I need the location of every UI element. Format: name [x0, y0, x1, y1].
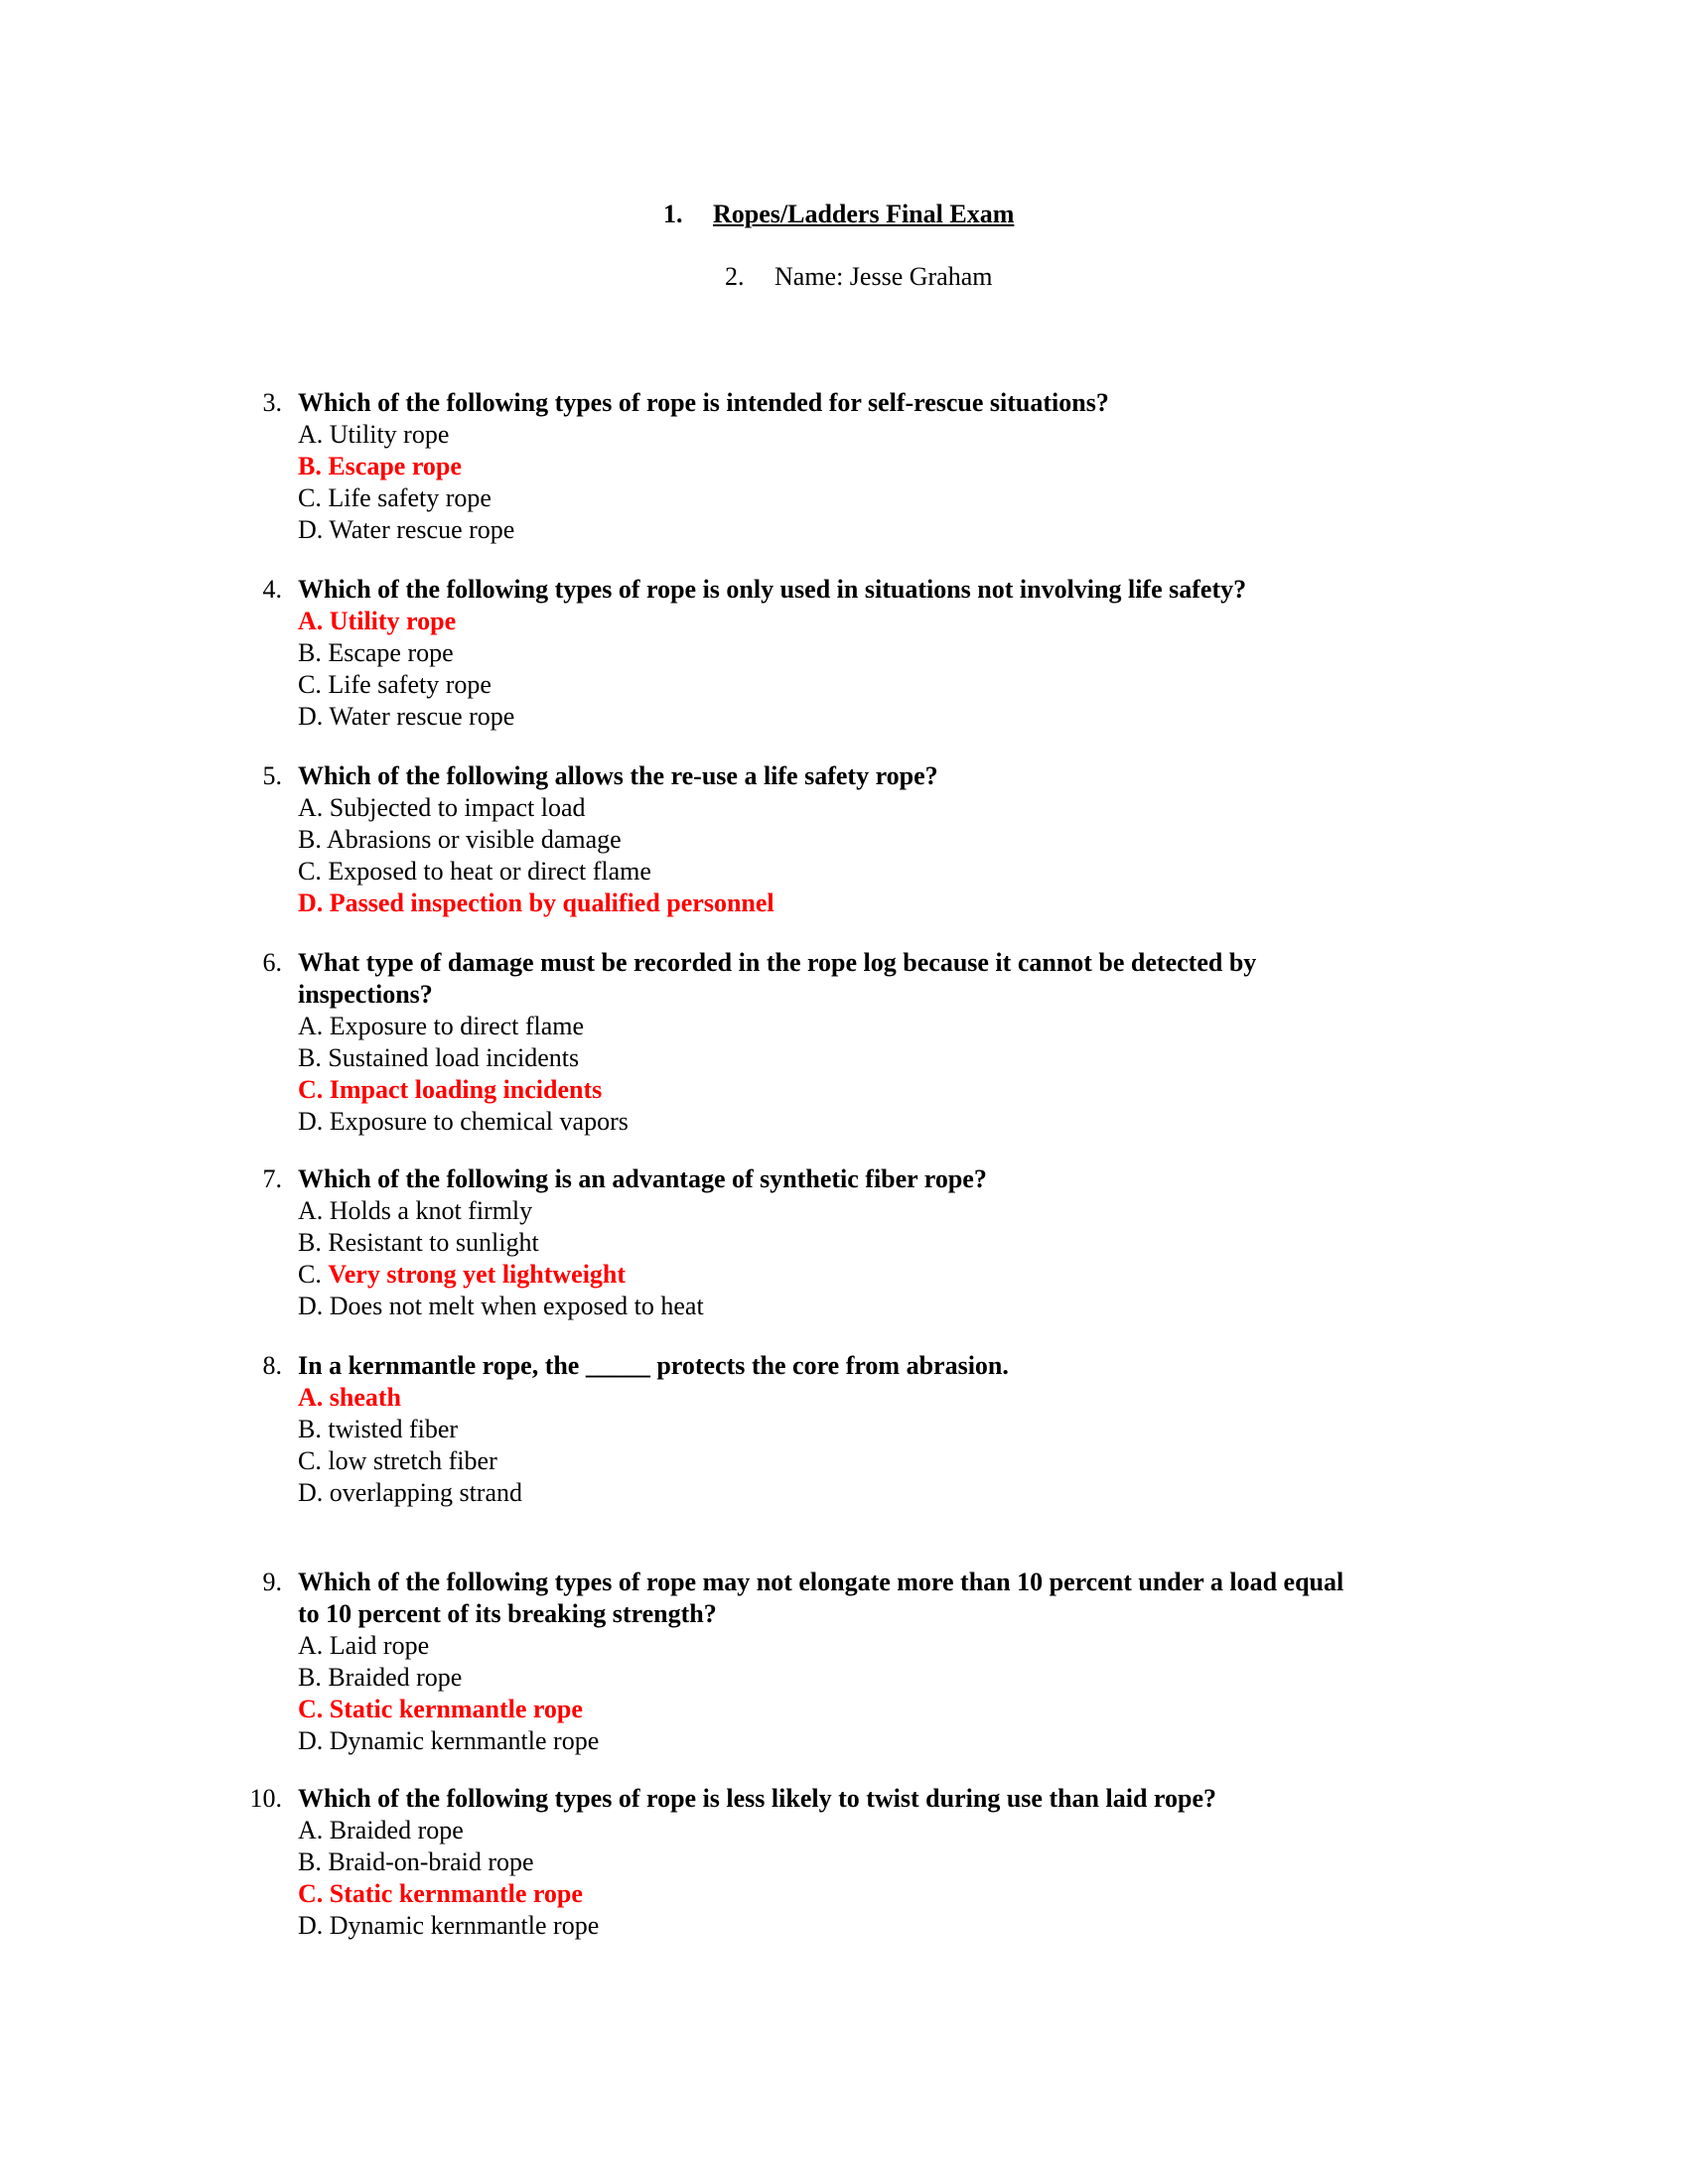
option-letter: B. [298, 1043, 329, 1072]
option-letter: C. [298, 483, 329, 512]
student-name-line [725, 261, 992, 293]
option-text: Escape rope [328, 452, 462, 480]
option-letter: B. [298, 1847, 329, 1876]
option-text: Water rescue rope [329, 515, 515, 544]
option-letter: D. [298, 1292, 330, 1320]
option-letter: D. [298, 1107, 330, 1136]
exam-title-line [663, 199, 1014, 230]
option-text: Dynamic kernmantle rope [329, 1726, 600, 1755]
option-letter: A. [298, 1816, 330, 1844]
option-letter: B. [298, 452, 329, 480]
answer-option [298, 1106, 1468, 1138]
answer-option [298, 1815, 1468, 1846]
option-letter: D. [298, 1478, 330, 1507]
option-letter: D. [298, 702, 330, 731]
option-text: Dynamic kernmantle rope [329, 1911, 600, 1940]
option-text: Utility rope [329, 607, 457, 635]
answer-option [298, 824, 1468, 856]
option-text: Static kernmantle rope [329, 1879, 583, 1908]
option-text: Life safety rope [328, 483, 492, 512]
question-block [246, 574, 1468, 733]
question-number: 6. [262, 948, 282, 977]
answer-option [298, 792, 1468, 824]
option-letter: A. [298, 1631, 330, 1660]
question-block [246, 947, 1468, 1138]
option-letter: D. [298, 1726, 330, 1755]
option-letter: D. [298, 888, 330, 917]
answer-option [298, 1445, 1468, 1477]
answer-option [298, 637, 1468, 669]
question-text: What type of damage must be recorded in the rope log because it cannot be detected by inspections? [298, 948, 1257, 1009]
answer-option [298, 1227, 1468, 1259]
correct-answer-option [298, 451, 1468, 482]
answer-option [298, 856, 1468, 887]
correct-answer-option [298, 1382, 1468, 1414]
option-text: sheath [329, 1383, 402, 1412]
option-text: Exposure to direct flame [329, 1012, 585, 1040]
answer-option [298, 1011, 1468, 1042]
answer-option [298, 1846, 1468, 1878]
option-text: Abrasions or visible damage [326, 825, 622, 854]
option-letter: A. [298, 793, 330, 822]
option-text: Braid-on-braid rope [328, 1847, 534, 1876]
option-text: Does not melt when exposed to heat [329, 1292, 704, 1320]
option-text: Braided rope [329, 1816, 464, 1844]
question-text: Which of the following is an advantage of synthetic fiber rope? [298, 1164, 987, 1193]
question-text: Which of the following types of rope is only used in situations not involving life safety? [298, 575, 1247, 604]
option-text: Exposure to chemical vapors [329, 1107, 629, 1136]
option-text: Subjected to impact load [329, 793, 586, 822]
option-text: Braided rope [328, 1663, 463, 1692]
option-text: Life safety rope [328, 670, 492, 699]
option-letter: C. [298, 670, 329, 699]
question-number: 10. [249, 1784, 282, 1813]
option-letter: C. [298, 1260, 329, 1289]
question-number: 8. [262, 1351, 282, 1380]
option-letter: A. [298, 1196, 330, 1225]
correct-answer-option [298, 887, 1468, 919]
option-text: Static kernmantle rope [329, 1695, 583, 1723]
option-letter: B. [298, 1415, 329, 1443]
question-block [246, 1350, 1468, 1509]
option-text: Laid rope [329, 1631, 430, 1660]
correct-answer-option [298, 1694, 1468, 1725]
option-letter: C. [298, 857, 329, 886]
answer-option [298, 669, 1468, 701]
option-letter: C. [298, 1075, 330, 1104]
option-letter: C. [298, 1695, 330, 1723]
answer-option [298, 1414, 1468, 1445]
correct-answer-option [298, 1074, 1468, 1106]
option-letter: B. [298, 1228, 329, 1257]
option-text: Resistant to sunlight [328, 1228, 539, 1257]
option-text: overlapping strand [329, 1478, 523, 1507]
question-text: Which of the following allows the re-use a life safety rope? [298, 761, 938, 790]
student-name: Name: Jesse Graham [774, 262, 993, 291]
question-number: 7. [262, 1164, 282, 1193]
option-letter: A. [298, 420, 330, 449]
answer-option [298, 1910, 1468, 1942]
option-text: Sustained load incidents [328, 1043, 580, 1072]
answer-option [298, 1662, 1468, 1694]
question-number: 4. [262, 575, 282, 604]
option-letter: A. [298, 1383, 330, 1412]
option-letter: D. [298, 1911, 330, 1940]
question-number: 9. [262, 1568, 282, 1596]
option-letter: D. [298, 515, 330, 544]
answer-option [298, 1042, 1468, 1074]
name-list-number: 2. [725, 262, 745, 291]
question-text: Which of the following types of rope may not elongate more than 10 percent under a load equal to 10 percent of its breaking strength? [298, 1568, 1344, 1628]
title-list-number: 1. [663, 200, 683, 228]
option-letter: C. [298, 1879, 330, 1908]
option-text: Water rescue rope [329, 702, 515, 731]
option-text: low stretch fiber [328, 1446, 497, 1475]
option-text: Impact loading incidents [329, 1075, 603, 1104]
answer-option [298, 701, 1468, 733]
correct-answer-option [298, 1259, 1468, 1291]
option-text: Exposed to heat or direct flame [328, 857, 651, 886]
answer-option [298, 482, 1468, 514]
option-letter: B. [298, 1663, 329, 1692]
answer-option [298, 419, 1468, 451]
exam-title: Ropes/Ladders Final Exam [713, 200, 1015, 228]
option-letter: A. [298, 1012, 330, 1040]
option-text: Holds a knot firmly [329, 1196, 533, 1225]
option-letter: B. [298, 638, 329, 667]
answer-option [298, 1291, 1468, 1322]
answer-option [298, 1630, 1468, 1662]
option-letter: B. [298, 825, 327, 854]
question-block [246, 1783, 1468, 1942]
question-text: In a kernmantle rope, the _____ protects the core from abrasion. [298, 1351, 1009, 1380]
answer-option [298, 1195, 1468, 1227]
option-text: Utility rope [329, 420, 450, 449]
option-text: twisted fiber [328, 1415, 459, 1443]
question-block [246, 387, 1468, 546]
answer-option [298, 514, 1468, 546]
correct-answer-option [298, 1878, 1468, 1910]
question-text: Which of the following types of rope is less likely to twist during use than laid rope? [298, 1784, 1216, 1813]
option-text: Escape rope [328, 638, 454, 667]
option-text: Very strong yet lightweight [328, 1260, 627, 1289]
question-number: 5. [262, 761, 282, 790]
correct-answer-option [298, 606, 1468, 637]
question-block [246, 1163, 1468, 1322]
question-text: Which of the following types of rope is intended for self-rescue situations? [298, 388, 1109, 417]
answer-option [298, 1477, 1468, 1509]
option-letter: C. [298, 1446, 329, 1475]
option-letter: A. [298, 607, 330, 635]
question-number: 3. [262, 388, 282, 417]
question-block [246, 1567, 1468, 1757]
answer-option [298, 1725, 1468, 1757]
option-text: Passed inspection by qualified personnel [329, 888, 774, 917]
question-block [246, 760, 1468, 919]
